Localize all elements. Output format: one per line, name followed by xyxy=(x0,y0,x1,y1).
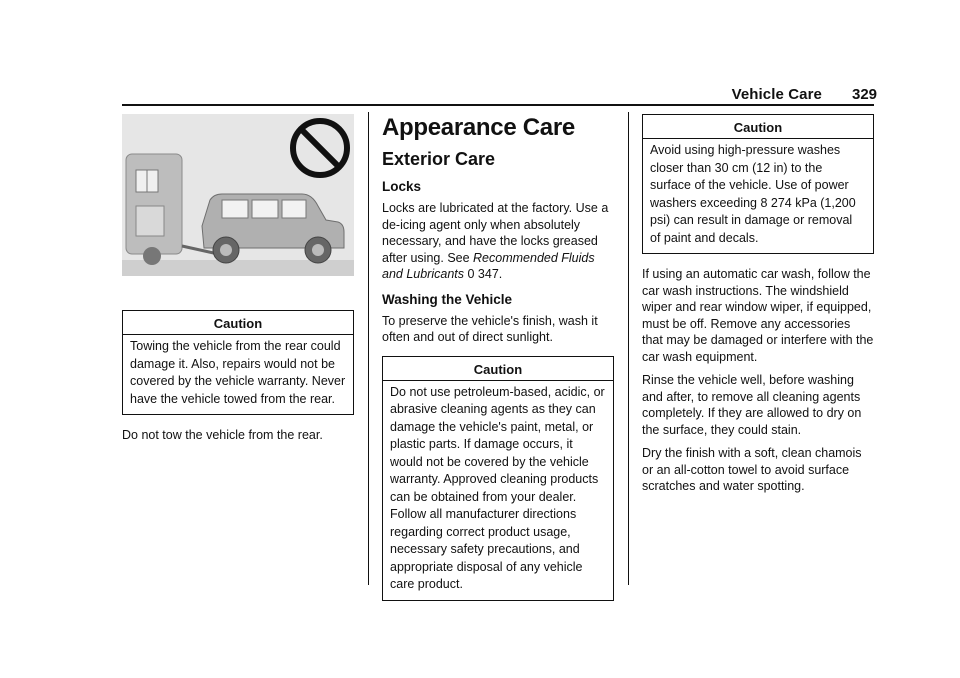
caution-title: Caution xyxy=(383,357,613,381)
page-number: 329 xyxy=(852,86,878,103)
no-rear-towing-illustration xyxy=(122,114,354,284)
caution-text: Towing the vehicle from the rear could damage it. Also, repairs would not be covered by the vehicle warranty. Never have the vehicle towed from the rear. xyxy=(130,339,346,406)
caution-title: Caution xyxy=(123,311,353,335)
caution-box xyxy=(642,114,874,254)
locks-heading: Locks xyxy=(382,179,422,194)
rinse-paragraph: Rinse the vehicle well, before washing and after, to remove all cleaning agents completely. If they are allowed to dry on the surface, they could stain. xyxy=(642,373,862,437)
column-3 xyxy=(642,114,874,502)
dry-paragraph: Dry the finish with a soft, clean chamois or an all-cotton towel to avoid surface scratches and water spotting. xyxy=(642,446,862,493)
cross-reference-page: 0 347. xyxy=(467,267,503,281)
column-2 xyxy=(382,114,614,613)
header-rule xyxy=(122,104,874,106)
car-wash-paragraph: If using an automatic car wash, follow the car wash instructions. The windshield wiper and rear window wiper, if equipped, must be off. Remove any accessories that may be damaged or interfere with the car wash equipment. xyxy=(642,267,874,364)
caution-title: Caution xyxy=(643,115,873,139)
column-1 xyxy=(122,114,354,451)
locks-paragraph xyxy=(382,200,614,283)
caution-box xyxy=(122,310,354,415)
cross-reference-link[interactable]: Recommended Fluids and Lubricants xyxy=(382,250,595,281)
locks-text: Locks are lubricated at the factory. Use a de-icing agent only when absolutely necessary, and have the locks greased after using. See xyxy=(382,201,609,265)
washing-heading: Washing the Vehicle xyxy=(382,291,513,307)
page-title: Appearance Care xyxy=(382,114,575,141)
column-divider-right xyxy=(628,112,629,585)
washing-paragraph: To preserve the vehicle's finish, wash it often and out of direct sunlight. xyxy=(382,313,598,344)
body-paragraph: Do not tow the vehicle from the rear. xyxy=(122,428,323,442)
caution-text: Avoid using high-pressure washes closer than 30 cm (12 in) to the surface of the vehicle. Use of power washers exceeding 8 274 kPa (1,200 psi) can result in damage or removal of paint and decals. xyxy=(650,143,856,245)
column-divider-left xyxy=(368,112,369,585)
caution-box xyxy=(382,356,614,601)
section-title: Vehicle Care xyxy=(731,86,822,103)
caution-text: Do not use petroleum-based, acidic, or abrasive cleaning agents as they can damage the vehicle's paint, metal, or plastic parts. If damage occurs, it would not be covered by the vehicle warranty. Approved cleaning products can be obtained from your dealer. Follow all manufacturer directions regarding correct product usage, necessary safety precautions, and appropriate disposal of any vehicle care product. xyxy=(390,384,605,591)
section-heading: Exterior Care xyxy=(382,149,496,169)
